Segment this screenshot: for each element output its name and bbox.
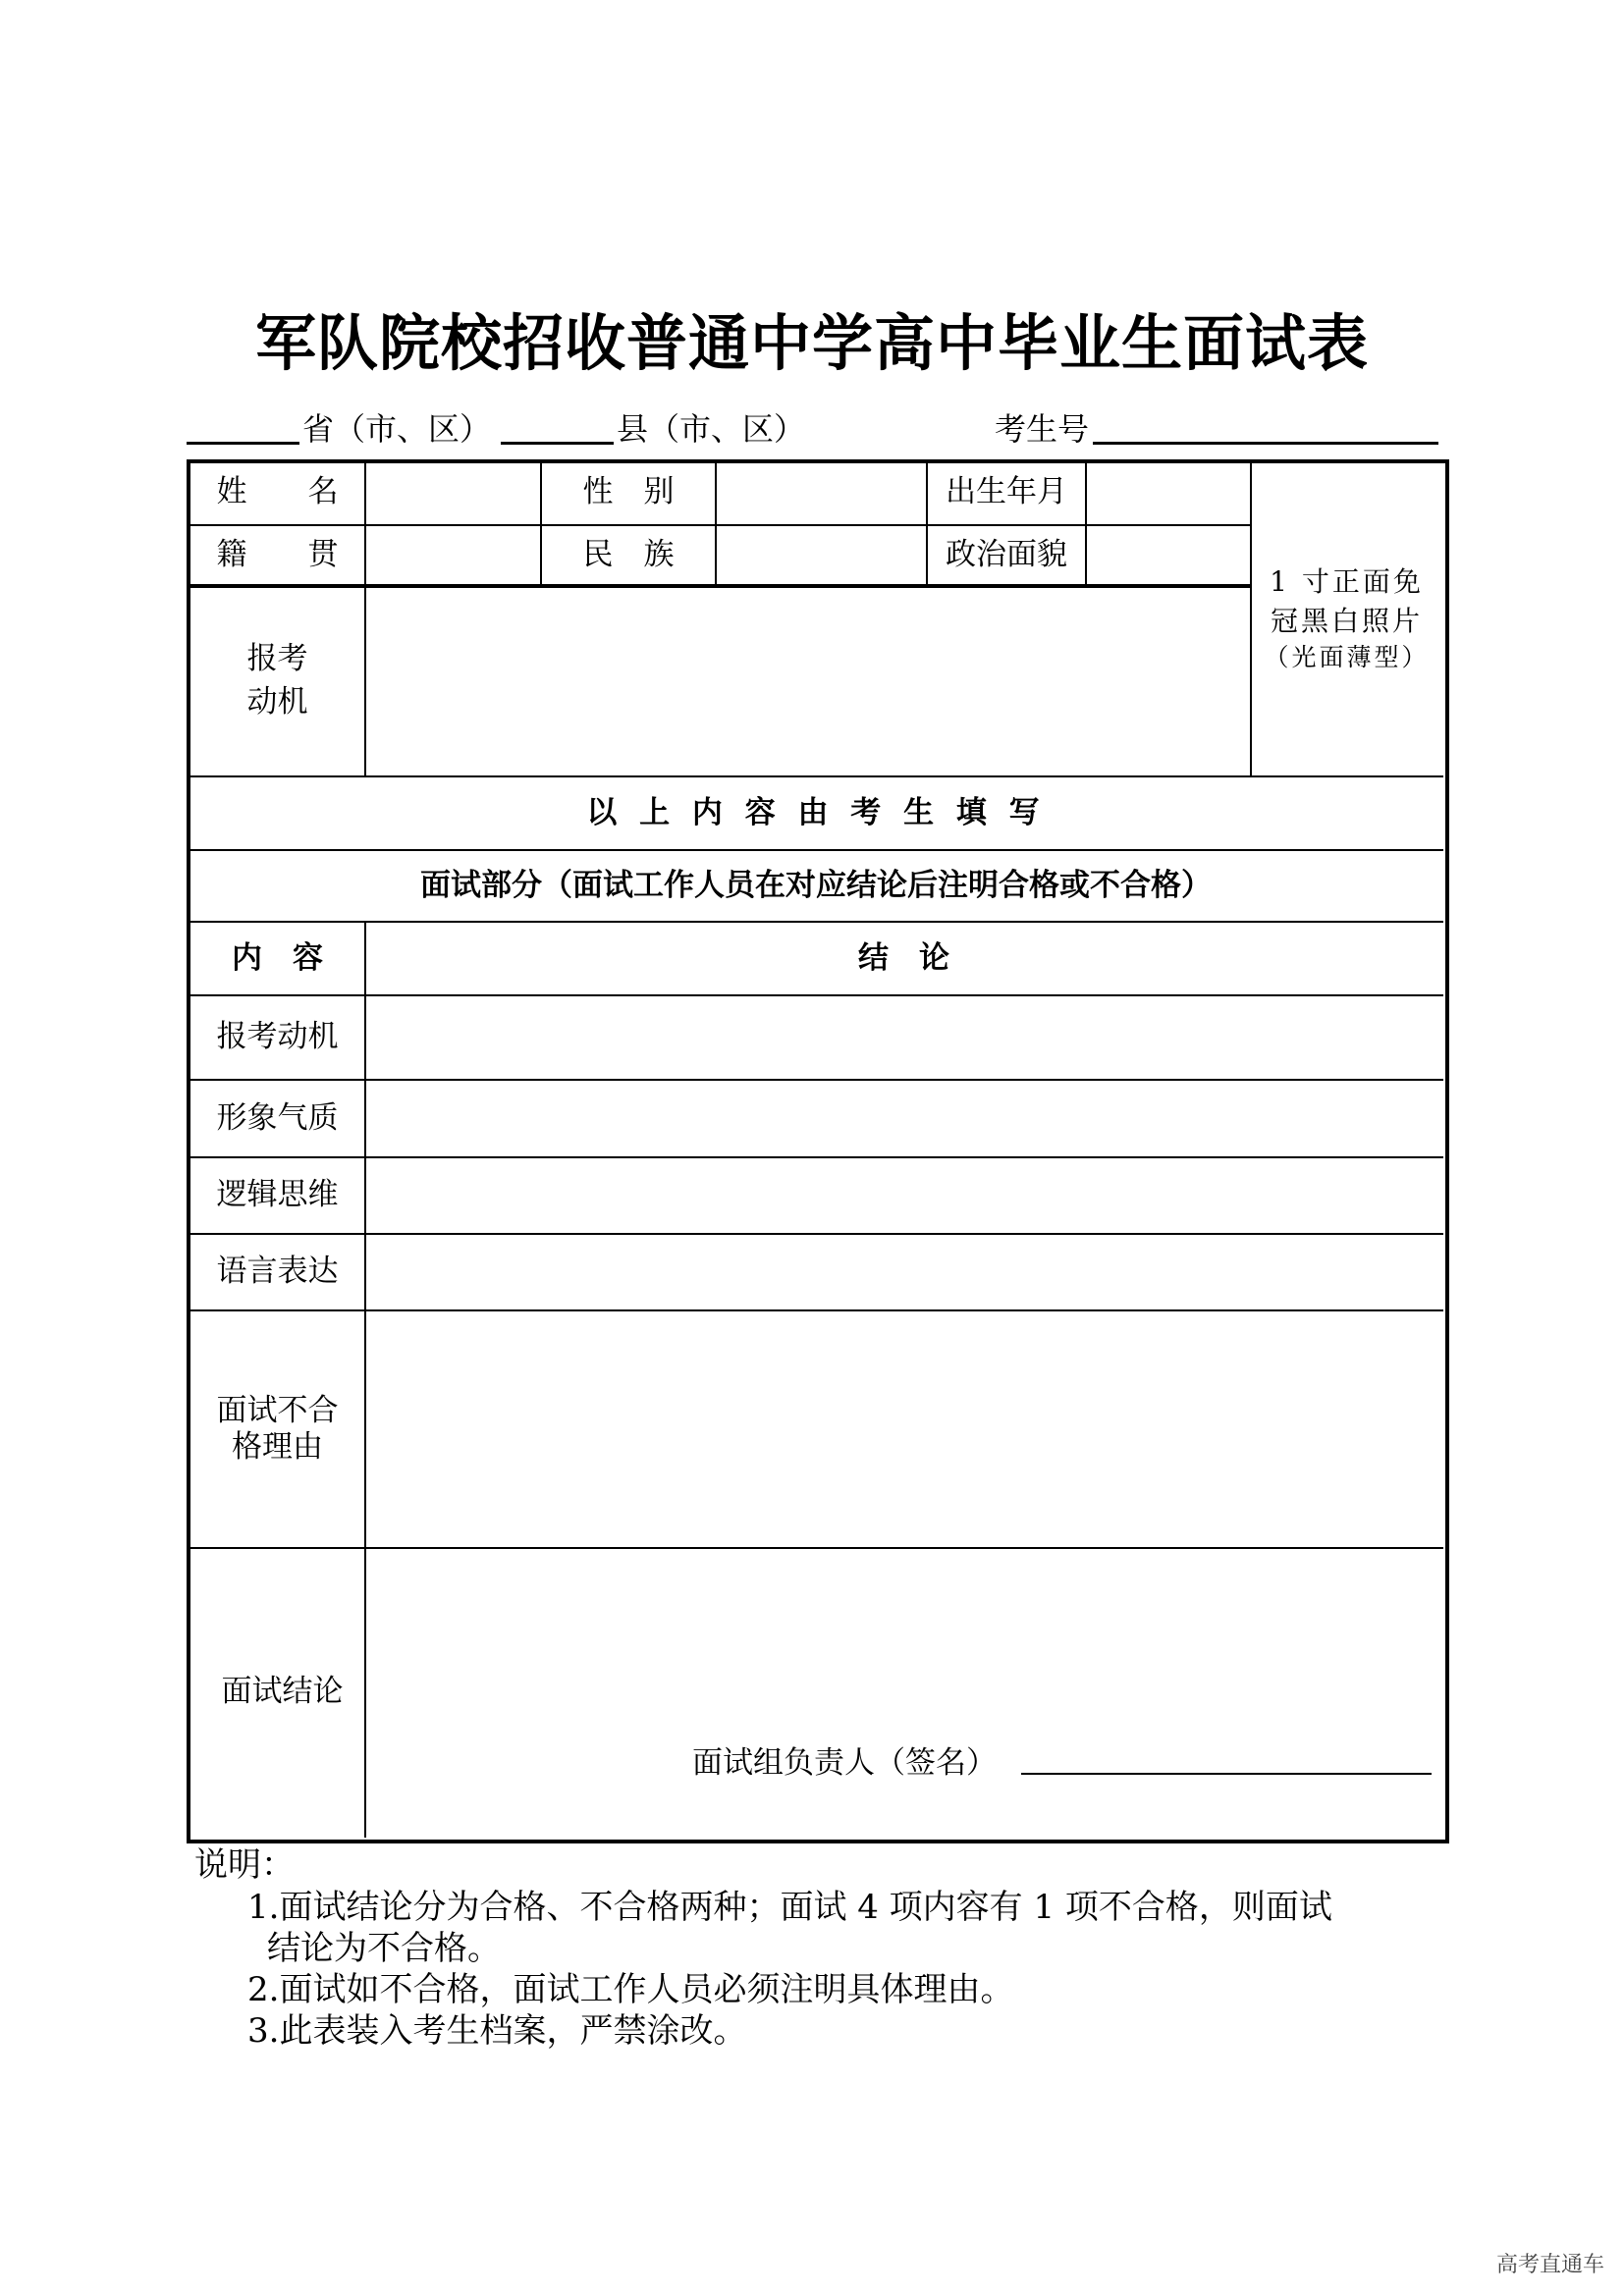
birth-label: 出生年月 [946,474,1067,510]
photo-note-line: 冠黑白照片 [1270,604,1423,637]
divider [187,994,1443,996]
conclusion-field[interactable] [366,1550,1441,1736]
ethnicity-field[interactable] [717,527,925,582]
fail-reason-label-line: 面试不合 [216,1392,339,1428]
exam-no-blank[interactable] [1093,442,1438,445]
photo-note-line: （光面薄型） [1264,642,1430,671]
item-logic-result[interactable] [366,1159,1441,1232]
motive-label [190,586,364,775]
native-place-field[interactable] [366,527,539,582]
gender-label: 性 别 [582,474,675,510]
notes-heading: 说明： [194,1845,295,1885]
ethnicity-label: 民 族 [582,537,675,573]
county-blank[interactable] [501,442,614,445]
fail-reason-label-line: 格理由 [232,1429,323,1465]
divider [187,1233,1443,1235]
signer-label: 面试组负责人（签名） [692,1745,997,1781]
political-status-label: 政治面貌 [946,537,1067,573]
note-line: 3.此表装入考生档案，严禁涂改。 [247,2011,747,2051]
note-line: 2.面试如不合格，面试工作人员必须注明具体理由。 [247,1970,1014,2009]
motive-label-line: 动机 [246,683,308,720]
divider [187,1547,1443,1549]
conclusion-column-header: 结 论 [858,939,949,976]
fail-reason-field[interactable] [366,1312,1441,1546]
candidate-fill-note: 以 上 内 容 由 考 生 填 写 [586,794,1046,830]
exam-no-label: 考生号 [995,410,1090,448]
watermark: 高考直通车 [1495,2253,1604,2277]
photo-area[interactable] [1252,461,1441,775]
item-appearance: 形象气质 [216,1099,339,1136]
name-field[interactable] [366,463,539,522]
interview-section-heading: 面试部分（面试工作人员在对应结论后注明合格或不合格） [420,867,1212,903]
fail-reason-label [190,1311,364,1547]
item-appearance-result[interactable] [366,1082,1441,1155]
native-place-label: 籍 贯 [216,537,339,573]
political-status-field[interactable] [1087,527,1249,582]
note-line: 结论为不合格。 [267,1929,501,1968]
name-label: 姓 名 [216,474,339,510]
divider [187,1309,1443,1311]
note-line: 1.面试结论分为合格、不合格两种；面试 4 项内容有 1 项不合格，则面试 [247,1888,1332,1927]
item-logic: 逻辑思维 [216,1177,339,1213]
motive-label-line: 报考 [246,641,308,677]
signature-line[interactable] [1021,1773,1432,1775]
motive-field[interactable] [366,587,1248,774]
item-motive: 报考动机 [216,1019,339,1055]
county-label: 县（市、区） [617,410,806,448]
province-blank[interactable] [187,442,299,445]
photo-note-line: 1 寸正面免 [1270,565,1424,599]
item-language-result[interactable] [366,1236,1441,1308]
divider [187,1156,1443,1158]
item-language: 语言表达 [216,1254,339,1290]
gender-field[interactable] [717,463,925,522]
divider [187,1079,1443,1081]
province-label: 省（市、区） [302,410,492,448]
conclusion-label: 面试结论 [221,1674,344,1710]
birth-field[interactable] [1087,463,1249,522]
page-title: 军队院校招收普通中学高中毕业生面试表 [254,307,1369,379]
item-motive-result[interactable] [366,997,1441,1078]
content-column-header: 内 容 [232,939,323,976]
